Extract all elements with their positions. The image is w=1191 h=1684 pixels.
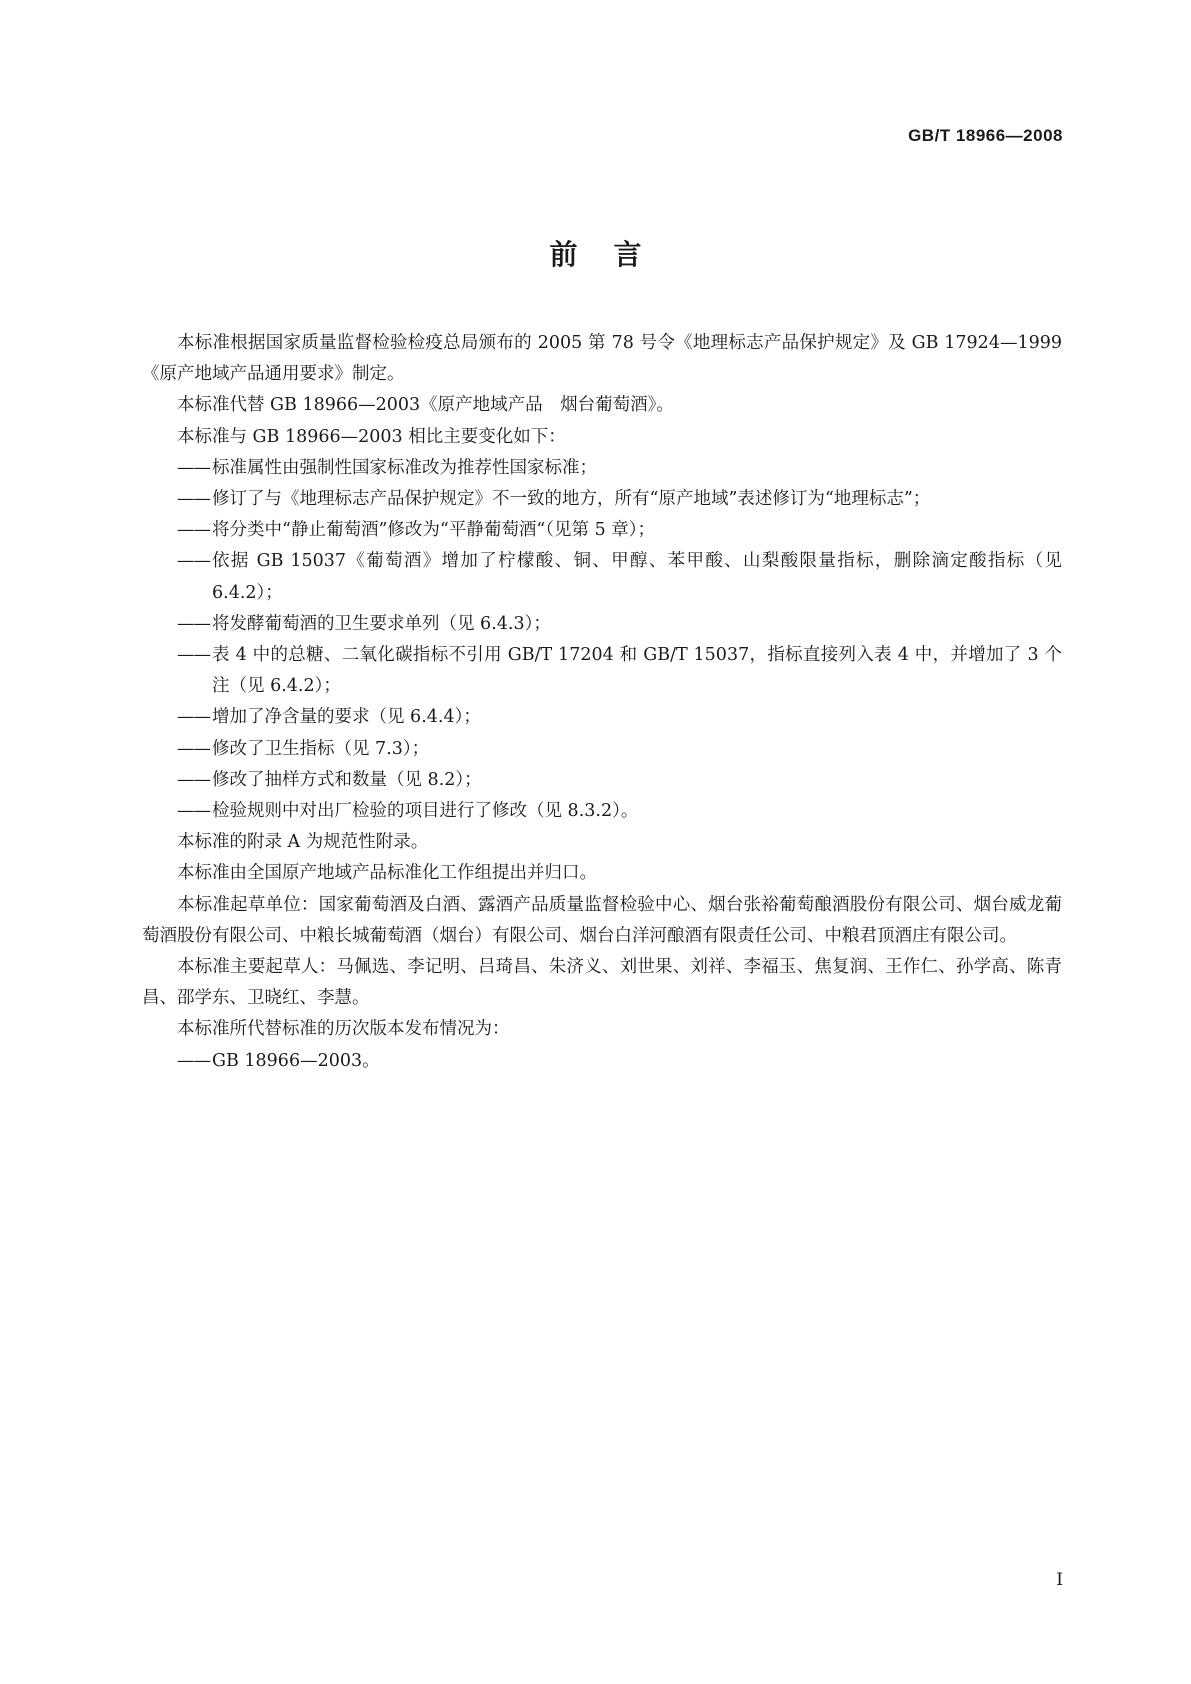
list-dash: —— xyxy=(177,707,210,728)
standard-code: GB/T 18966—2008 xyxy=(908,126,1063,145)
list-dash: —— xyxy=(177,1050,210,1071)
list-item-text: 修改了卫生指标（见 7.3）； xyxy=(212,738,430,759)
paragraph-annex: 本标准的附录 A 为规范性附录。 xyxy=(177,832,429,853)
paragraph-history-intro: 本标准所代替标准的历次版本发布情况为： xyxy=(177,1019,510,1040)
list-item-text: 依据 GB 15037《葡萄酒》增加了柠檬酸、铜、甲醇、苯甲酸、山梨酸限量指标，删除滴定酸指标（见 6.4.2）； xyxy=(212,551,1062,603)
list-item xyxy=(142,1046,1062,1077)
list-item xyxy=(142,702,1062,733)
list-item xyxy=(142,765,1062,796)
list-item-text: 修订了与《地理标志产品保护规定》不一致的地方，所有“原产地域”表述修订为“地理标志”； xyxy=(212,489,931,510)
list-dash: —— xyxy=(177,738,210,759)
paragraph-replaces: 本标准代替 GB 18966—2003《原产地域产品 烟台葡萄酒》。 xyxy=(177,395,674,416)
list-item-text: 标准属性由强制性国家标准改为推荐性国家标准； xyxy=(212,457,597,478)
list-item xyxy=(142,453,1062,484)
document-body xyxy=(142,328,1062,1077)
paragraph-drafters: 本标准主要起草人：马佩选、李记明、吕琦昌、朱济义、刘世果、刘祥、李福玉、焦复润、王作仁、孙学高、陈青昌、邵学东、卫晓红、李慧。 xyxy=(142,957,1062,1009)
paragraph-proposer: 本标准由全国原产地域产品标准化工作组提出并归口。 xyxy=(177,863,597,884)
list-dash: —— xyxy=(177,645,210,666)
list-item-text: 将分类中“静止葡萄酒”修改为“平静葡萄酒“（见第 5 章）； xyxy=(212,520,656,541)
list-item-text: 修改了抽样方式和数量（见 8.2）； xyxy=(212,769,482,790)
list-dash: —— xyxy=(177,489,210,510)
list-item xyxy=(142,609,1062,640)
list-dash: —— xyxy=(177,801,210,822)
list-dash: —— xyxy=(177,613,210,634)
list-item xyxy=(142,546,1062,608)
page-number: I xyxy=(1056,1570,1063,1590)
list-item-text: 检验规则中对出厂检验的项目进行了修改（见 8.3.2）。 xyxy=(212,801,639,822)
paragraph-changes-intro: 本标准与 GB 18966—2003 相比主要变化如下： xyxy=(177,426,566,447)
list-item-text: 将发酵葡萄酒的卫生要求单列（见 6.4.3）； xyxy=(212,613,551,634)
list-item-text: GB 18966—2003。 xyxy=(212,1050,380,1071)
paragraph-drafting-units: 本标准起草单位：国家葡萄酒及白酒、露酒产品质量监督检验中心、烟台张裕葡萄酿酒股份有限公司、烟台威龙葡萄酒股份有限公司、中粮长城葡萄酒（烟台）有限公司、烟台白洋河酿酒有限责任公司、中粮君顶酒庄有限公司。 xyxy=(142,894,1062,946)
list-item xyxy=(142,734,1062,765)
list-dash: —— xyxy=(177,551,210,572)
list-item xyxy=(142,515,1062,546)
list-item xyxy=(142,484,1062,515)
list-item xyxy=(142,640,1062,702)
list-dash: —— xyxy=(177,520,210,541)
list-dash: —— xyxy=(177,457,210,478)
list-item-text: 表 4 中的总糖、二氧化碳指标不引用 GB/T 17204 和 GB/T 15037，指标直接列入表 4 中，并增加了 3 个注（见 6.4.2）； xyxy=(212,645,1062,697)
page-title: 前言 xyxy=(549,238,678,271)
list-item xyxy=(142,796,1062,827)
list-dash: —— xyxy=(177,769,210,790)
list-item-text: 增加了净含量的要求（见 6.4.4）； xyxy=(212,707,481,728)
paragraph-basis: 本标准根据国家质量监督检验检疫总局颁布的 2005 第 78 号令《地理标志产品保护规定》及 GB 17924—1999《原产地域产品通用要求》制定。 xyxy=(142,333,1062,385)
